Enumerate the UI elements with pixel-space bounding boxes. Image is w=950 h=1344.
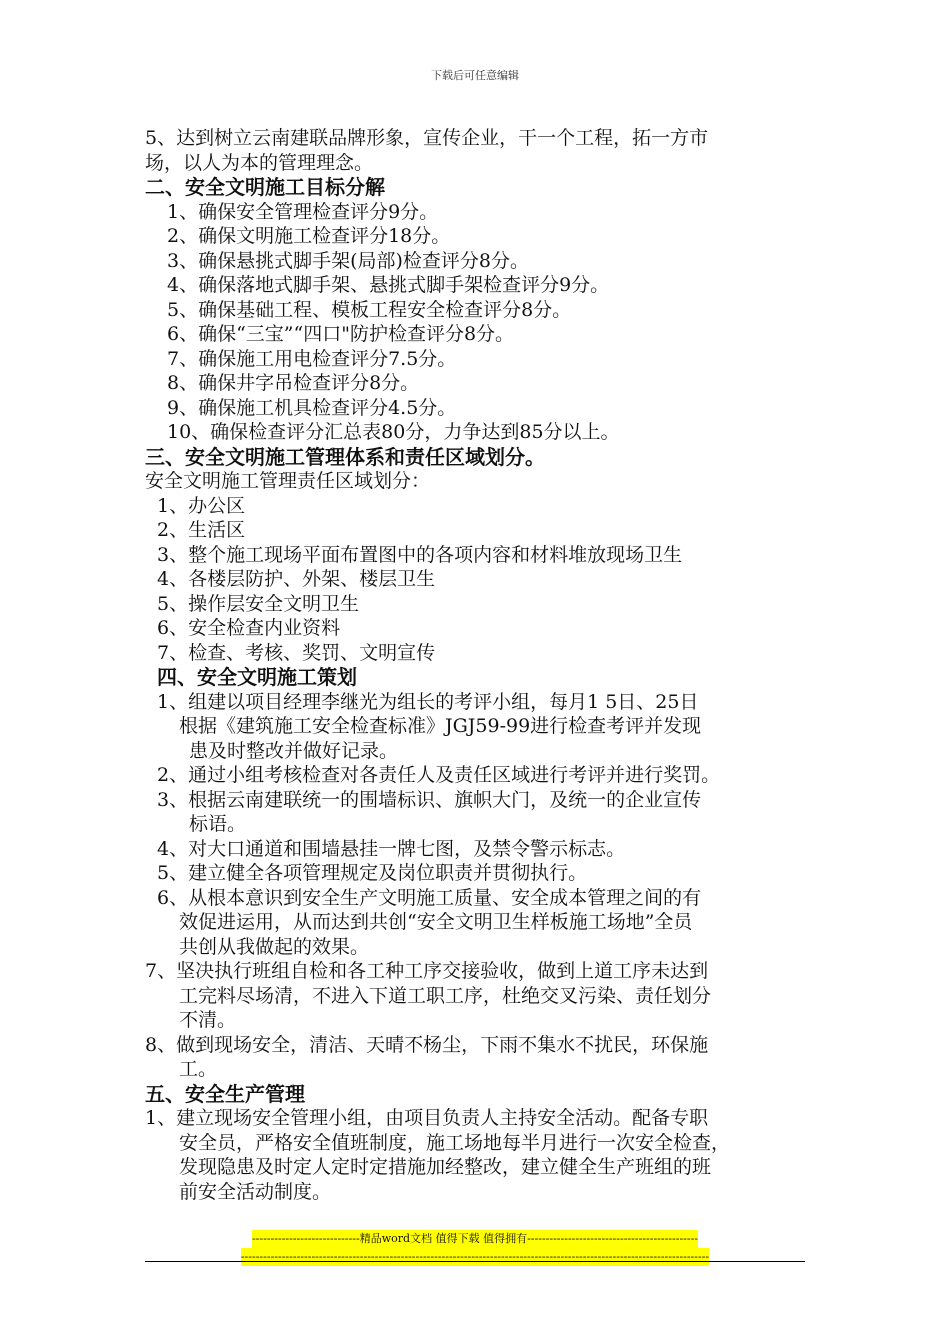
text-line: 2、确保文明施工检查评分18分。 (167, 225, 451, 247)
text-line: 9、确保施工机具检查评分4.5分。 (167, 396, 457, 419)
text-line: 8、做到现场安全，清洁、天晴不杨尘，下雨不集水不扰民，环保施 (145, 1033, 709, 1056)
document-body (145, 126, 815, 1204)
section-heading: 共创从我做起的效果。 (179, 935, 370, 958)
text-line: 3、确保悬挑式脚手架(局部)检查评分8分。 (167, 249, 530, 272)
section-heading: 安全员，严格安全值班制度，施工场地每半月进行一次安全检查， (179, 1131, 731, 1154)
text-line: 2、生活区 (157, 519, 246, 541)
page-header: 下载后可任意编辑 (431, 69, 519, 82)
text-line: 6、从根本意识到安全生产文明施工质量、安全成本管理之间的有 (157, 886, 702, 909)
text-line: 5、达到树立云南建联品牌形象，宣传企业，干一个工程，拓一方市 (145, 127, 709, 149)
text-line: 4、对大口通道和围墙悬挂一牌七图，及禁令警示标志。 (157, 837, 626, 860)
text-line: 3、根据云南建联统一的围墙标识、旗帜大门，及统一的企业宣传 (157, 788, 702, 811)
section-heading: 标语。 (189, 813, 247, 835)
text-line: 2、通过小组考核检查对各责任人及责任区域进行考评并进行奖罚。 (157, 764, 721, 786)
text-line: 5、操作层安全文明卫生 (157, 592, 360, 615)
section-heading: 五、安全生产管理 (145, 1081, 305, 1106)
section-heading: 效促进运用，从而达到共创“安全文明卫生样板施工场地”全员 (179, 911, 693, 933)
text-line: 场，以人为本的管理理念。 (145, 151, 374, 174)
text-line: 5、确保基础工程、模板工程安全检查评分8分。 (167, 298, 572, 321)
text-line: 1、建立现场安全管理小组，由项目负责人主持安全活动。配备专职 (145, 1107, 709, 1129)
text-line: 7、坚决执行班组自检和各工种工序交接验收，做到上道工序未达到 (145, 960, 709, 982)
text-line: 6、安全检查内业资料 (157, 617, 341, 639)
text-line: 1、组建以项目经理李继光为组长的考评小组，每月1 5日、25日 (157, 690, 699, 713)
text-line: 安全文明施工管理责任区域划分： (145, 470, 431, 492)
text-line: 4、确保落地式脚手架、悬挑式脚手架检查评分9分。 (167, 274, 610, 296)
footer-line-2: ------------------------------------------------------------------------------------------------------------------------------ (241, 1248, 709, 1266)
section-heading: 工完料尽场清，不进入下道工职工序，杜绝交叉污染、责任划分 (179, 984, 712, 1007)
section-heading: 根据《建筑施工安全检查标准》JGJ59-99进行检查考评并发现 (179, 715, 702, 737)
text-line: 6、确保“三宝”“四口"防护检查评分8分。 (167, 323, 515, 345)
section-heading: 不清。 (179, 1009, 237, 1031)
text-line: 1、办公区 (157, 494, 246, 517)
section-heading: 二、安全文明施工目标分解 (145, 175, 385, 199)
footer-rule (145, 1261, 805, 1262)
section-heading: 工。 (179, 1058, 218, 1080)
footer-line-1: -----------------------------精品word文档 值得下载 值得拥有---------------------------------------------- (252, 1230, 698, 1248)
section-heading: 四、安全文明施工策划 (157, 665, 357, 689)
text-line: 8、确保井字吊检查评分8分。 (167, 372, 420, 394)
section-heading: 三、安全文明施工管理体系和责任区域划分。 (145, 444, 545, 469)
text-line: 7、检查、考核、奖罚、文明宣传 (157, 641, 436, 664)
section-heading: 发现隐患及时定人定时定措施加经整改，建立健全生产班组的班 (179, 1156, 712, 1178)
section-heading: 前安全活动制度。 (179, 1180, 332, 1203)
text-line: 5、建立健全各项管理规定及岗位职责并贯彻执行。 (157, 862, 588, 884)
text-line: 1、确保安全管理检查评分9分。 (167, 200, 439, 223)
section-heading: 患及时整改并做好记录。 (189, 739, 399, 762)
text-line: 10、确保检查评分汇总表80分，力争达到85分以上。 (167, 421, 620, 443)
text-line: 3、整个施工现场平面布置图中的各项内容和材料堆放现场卫生 (157, 543, 683, 566)
text-line: 7、确保施工用电检查评分7.5分。 (167, 347, 457, 370)
text-line: 4、各楼层防护、外架、楼层卫生 (157, 568, 436, 590)
